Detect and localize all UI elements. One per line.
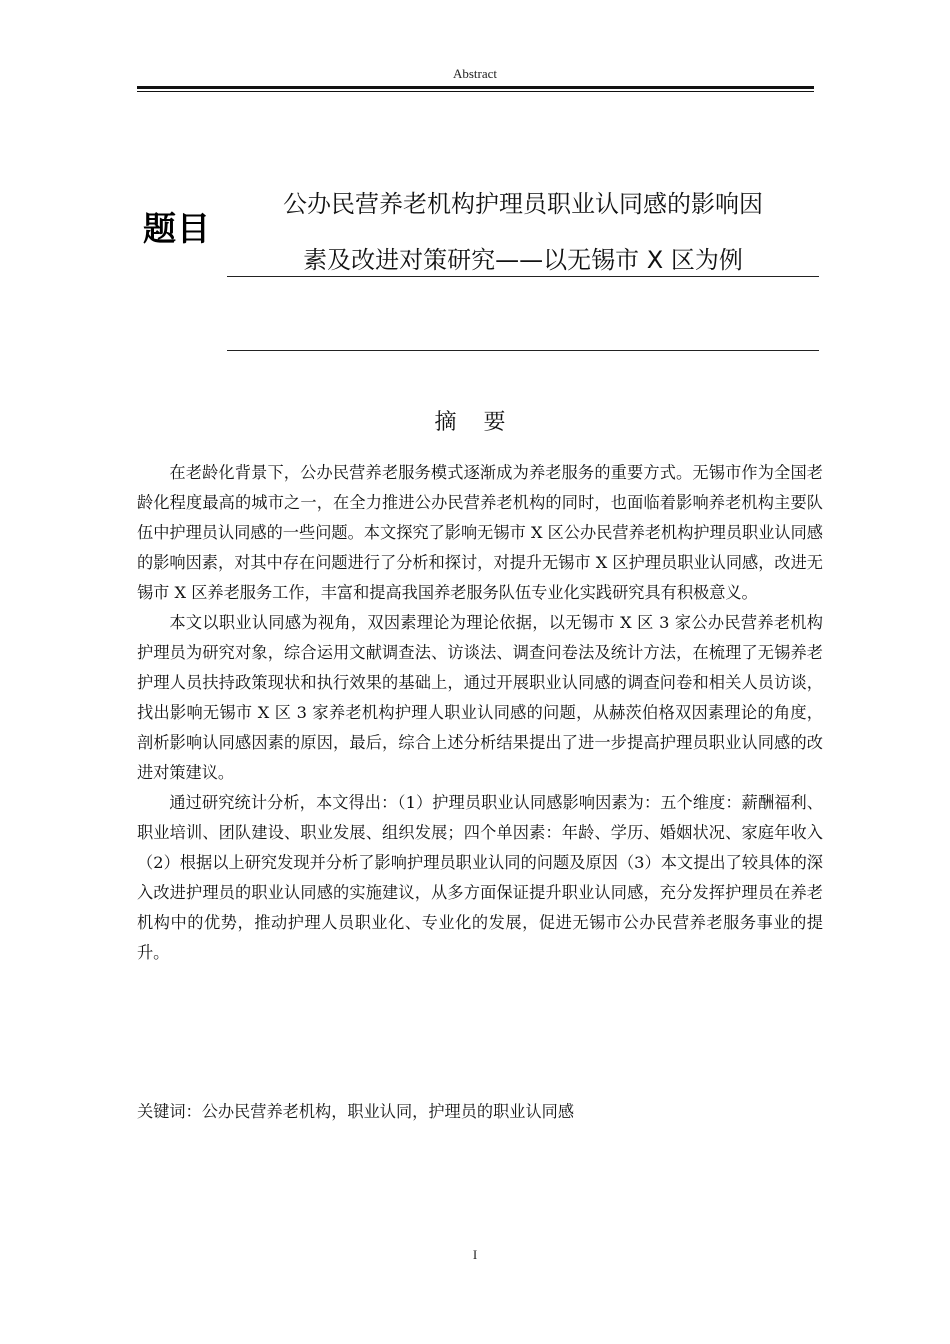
page-number: I: [472, 1247, 478, 1262]
keywords-value: 公办民营养老机构，职业认同，护理员的职业认同感: [201, 1102, 575, 1121]
abstract-paragraph-3: 通过研究统计分析，本文得出：（1）护理员职业认同感影响因素为：五个维度：薪酬福利、职业培训、团队建设、职业发展、组织发展；四个单因素：年龄、学历、婚姻状况、家庭年收入（2）根据以上研究发现并分析了影响护理员职业认同的问题及原因（3）本文提出了较具体的深入改进护理员的职业认同感的实施建议，从多方面保证提升职业认同感，充分发挥护理员在养老机构中的优势，推动护理人员职业化、专业化的发展，促进无锡市公办民营养老服务事业的提升。: [137, 793, 823, 962]
abstract-heading: 摘 要: [434, 410, 516, 435]
title-underline-2: [227, 350, 819, 351]
title-underline-1: [227, 276, 819, 277]
title-label: 题目: [143, 209, 211, 248]
header-rule: [137, 86, 814, 89]
thesis-title-line-1: 公办民营养老机构护理员职业认同感的影响因: [283, 190, 763, 218]
running-header: Abstract: [452, 66, 498, 81]
abstract-body: [137, 458, 823, 968]
thesis-title-line-2: 素及改进对策研究——以无锡市 X 区为例: [303, 246, 743, 274]
abstract-paragraph-1: 在老龄化背景下，公办民营养老服务模式逐渐成为养老服务的重要方式。无锡市作为全国老龄化程度最高的城市之一，在全力推进公办民营养老机构的同时，也面临着影响养老机构主要队伍中护理员认同感的一些问题。本文探究了影响无锡市 X 区公办民营养老机构护理员职业认同感的影响因素，对其中存在问题进行了分析和探讨，对提升无锡市 X 区护理员职业认同感，改进无锡市 X 区养老服务工作，丰富和提高我国养老服务队伍专业化实践研究具有积极意义。: [137, 463, 823, 602]
header-rule-secondary: [137, 91, 814, 92]
keywords: [137, 1100, 823, 1124]
keywords-label: 关键词：: [137, 1102, 202, 1121]
abstract-paragraph-2: 本文以职业认同感为视角，双因素理论为理论依据，以无锡市 X 区 3 家公办民营养老机构护理员为研究对象，综合运用文献调查法、访谈法、调查问卷法及统计方法，在梳理了无锡养老护理人员扶持政策现状和执行效果的基础上，通过开展职业认同感的调查问卷和相关人员访谈，找出影响无锡市 X 区 3 家养老机构护理人职业认同感的问题，从赫茨伯格双因素理论的角度，剖析影响认同感因素的原因，最后，综合上述分析结果提出了进一步提高护理员职业认同感的改进对策建议。: [137, 613, 823, 782]
